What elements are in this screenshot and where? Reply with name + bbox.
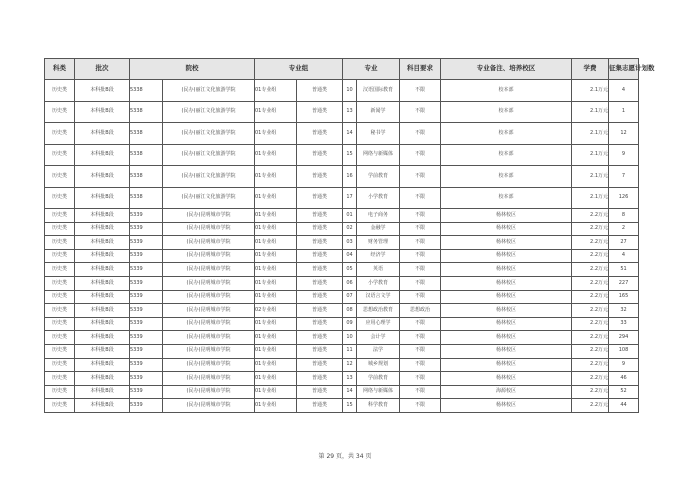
table-row — [45, 101, 639, 123]
cell-major-name: 学前教育 — [357, 372, 400, 386]
cell-tuition: 2.2万元 — [572, 385, 609, 399]
cell-subject-requirement: 不限 — [400, 276, 441, 290]
header-tuition: 学费 — [572, 59, 609, 80]
table-row — [45, 263, 639, 277]
cell-major-name: 新闻学 — [357, 101, 400, 123]
cell-major-code: 15 — [343, 144, 357, 166]
cell-institution-code: 5338 — [130, 101, 163, 123]
header-batch: 批次 — [75, 59, 130, 80]
table-row — [45, 80, 639, 102]
cell-major-name: 学前教育 — [357, 166, 400, 188]
cell-tuition: 2.2万元 — [572, 276, 609, 290]
header-row — [45, 59, 639, 80]
table-row — [45, 344, 639, 358]
cell-subject-requirement: 不限 — [400, 263, 441, 277]
cell-major-code: 17 — [343, 187, 357, 209]
table-body — [45, 80, 639, 413]
cell-batch: 本科批B段 — [75, 209, 130, 223]
cell-plan-count: 44 — [609, 399, 639, 413]
cell-subject-category: 历史类 — [45, 80, 75, 102]
cell-notes-campus: 杨林校区 — [441, 344, 572, 358]
cell-major-code: 13 — [343, 101, 357, 123]
cell-batch: 本科批B段 — [75, 123, 130, 145]
cell-institution-name: (民办)丽江文化旅游学院 — [163, 101, 255, 123]
cell-batch: 本科批B段 — [75, 331, 130, 345]
cell-enrollment-type: 普通类 — [297, 144, 343, 166]
cell-plan-count: 12 — [609, 123, 639, 145]
cell-institution-name: (民办)丽江文化旅游学院 — [163, 187, 255, 209]
cell-subject-requirement: 不限 — [400, 101, 441, 123]
cell-enrollment-type: 普通类 — [297, 187, 343, 209]
cell-subject-requirement: 不限 — [400, 372, 441, 386]
cell-major-code: 12 — [343, 358, 357, 372]
cell-enrollment-type: 普通类 — [297, 385, 343, 399]
header-major-group: 专业组 — [255, 59, 343, 80]
cell-institution-code: 5339 — [130, 344, 163, 358]
cell-institution-name: (民办)昆明城市学院 — [163, 276, 255, 290]
cell-batch: 本科批B段 — [75, 101, 130, 123]
cell-enrollment-type: 普通类 — [297, 80, 343, 102]
cell-institution-code: 5339 — [130, 304, 163, 318]
cell-plan-count: 27 — [609, 236, 639, 250]
cell-subject-requirement: 不限 — [400, 399, 441, 413]
cell-notes-campus: 杨林校区 — [441, 222, 572, 236]
cell-enrollment-type: 普通类 — [297, 304, 343, 318]
cell-subject-requirement: 不限 — [400, 331, 441, 345]
cell-major-group: 01专业组 — [255, 290, 297, 304]
cell-tuition: 2.2万元 — [572, 236, 609, 250]
cell-major-group: 01专业组 — [255, 276, 297, 290]
cell-batch: 本科批B段 — [75, 236, 130, 250]
cell-major-name: 英语 — [357, 263, 400, 277]
cell-notes-campus: 海源校区 — [441, 385, 572, 399]
cell-institution-code: 5339 — [130, 317, 163, 331]
table-row — [45, 372, 639, 386]
cell-subject-requirement: 不限 — [400, 123, 441, 145]
cell-major-group: 01专业组 — [255, 222, 297, 236]
cell-tuition: 2.2万元 — [572, 209, 609, 223]
cell-subject-requirement: 不限 — [400, 166, 441, 188]
table-row — [45, 317, 639, 331]
table-row — [45, 236, 639, 250]
cell-institution-code: 5339 — [130, 236, 163, 250]
cell-subject-category: 历史类 — [45, 385, 75, 399]
cell-enrollment-type: 普通类 — [297, 290, 343, 304]
cell-subject-category: 历史类 — [45, 372, 75, 386]
cell-subject-requirement: 不限 — [400, 317, 441, 331]
cell-batch: 本科批B段 — [75, 385, 130, 399]
cell-subject-requirement: 不限 — [400, 385, 441, 399]
cell-major-name: 汉语国际教育 — [357, 80, 400, 102]
cell-notes-campus: 校本部 — [441, 101, 572, 123]
cell-institution-name: (民办)昆明城市学院 — [163, 399, 255, 413]
cell-subject-category: 历史类 — [45, 236, 75, 250]
cell-batch: 本科批B段 — [75, 263, 130, 277]
cell-notes-campus: 杨林校区 — [441, 249, 572, 263]
cell-plan-count: 4 — [609, 80, 639, 102]
cell-plan-count: 227 — [609, 276, 639, 290]
cell-major-code: 04 — [343, 249, 357, 263]
cell-batch: 本科批B段 — [75, 80, 130, 102]
table-row — [45, 209, 639, 223]
cell-tuition: 2.2万元 — [572, 358, 609, 372]
cell-notes-campus: 校本部 — [441, 144, 572, 166]
page-footer: 第 29 页，共 34 页 — [318, 453, 372, 460]
cell-subject-category: 历史类 — [45, 344, 75, 358]
cell-major-name: 财务管理 — [357, 236, 400, 250]
cell-major-group: 01专业组 — [255, 80, 297, 102]
table-row — [45, 144, 639, 166]
cell-tuition: 2.1万元 — [572, 123, 609, 145]
cell-tuition: 2.2万元 — [572, 222, 609, 236]
cell-institution-code: 5339 — [130, 209, 163, 223]
cell-subject-category: 历史类 — [45, 249, 75, 263]
cell-institution-code: 5339 — [130, 331, 163, 345]
cell-major-name: 小学教育 — [357, 187, 400, 209]
cell-major-group: 01专业组 — [255, 249, 297, 263]
cell-major-code: 10 — [343, 80, 357, 102]
cell-major-name: 应用心理学 — [357, 317, 400, 331]
cell-tuition: 2.2万元 — [572, 331, 609, 345]
cell-tuition: 2.2万元 — [572, 249, 609, 263]
cell-notes-campus: 校本部 — [441, 187, 572, 209]
cell-plan-count: 46 — [609, 372, 639, 386]
cell-major-group: 01专业组 — [255, 317, 297, 331]
cell-enrollment-type: 普通类 — [297, 372, 343, 386]
cell-subject-requirement: 不限 — [400, 236, 441, 250]
cell-batch: 本科批B段 — [75, 144, 130, 166]
cell-enrollment-type: 普通类 — [297, 317, 343, 331]
cell-institution-code: 5339 — [130, 358, 163, 372]
cell-institution-code: 5339 — [130, 399, 163, 413]
cell-plan-count: 9 — [609, 144, 639, 166]
cell-batch: 本科批B段 — [75, 166, 130, 188]
cell-major-code: 16 — [343, 166, 357, 188]
cell-batch: 本科批B段 — [75, 276, 130, 290]
cell-tuition: 2.1万元 — [572, 80, 609, 102]
cell-enrollment-type: 普通类 — [297, 123, 343, 145]
cell-major-group: 01专业组 — [255, 101, 297, 123]
cell-subject-category: 历史类 — [45, 101, 75, 123]
cell-major-group: 01专业组 — [255, 263, 297, 277]
cell-major-group: 01专业组 — [255, 187, 297, 209]
cell-subject-category: 历史类 — [45, 290, 75, 304]
cell-institution-code: 5339 — [130, 276, 163, 290]
cell-enrollment-type: 普通类 — [297, 222, 343, 236]
cell-major-code: 11 — [343, 344, 357, 358]
cell-institution-code: 5338 — [130, 80, 163, 102]
cell-subject-category: 历史类 — [45, 358, 75, 372]
cell-institution-name: (民办)昆明城市学院 — [163, 372, 255, 386]
cell-major-code: 14 — [343, 385, 357, 399]
cell-institution-code: 5339 — [130, 249, 163, 263]
cell-plan-count: 108 — [609, 344, 639, 358]
cell-subject-category: 历史类 — [45, 123, 75, 145]
cell-major-name: 小学教育 — [357, 276, 400, 290]
table-row — [45, 249, 639, 263]
cell-institution-name: (民办)昆明城市学院 — [163, 331, 255, 345]
cell-batch: 本科批B段 — [75, 304, 130, 318]
cell-tuition: 2.2万元 — [572, 317, 609, 331]
table-row — [45, 123, 639, 145]
cell-enrollment-type: 普通类 — [297, 209, 343, 223]
cell-major-code: 01 — [343, 209, 357, 223]
cell-major-group: 01专业组 — [255, 344, 297, 358]
cell-notes-campus: 杨林校区 — [441, 209, 572, 223]
cell-subject-category: 历史类 — [45, 222, 75, 236]
cell-major-group: 01专业组 — [255, 123, 297, 145]
cell-subject-category: 历史类 — [45, 144, 75, 166]
cell-subject-requirement: 不限 — [400, 290, 441, 304]
cell-subject-requirement: 不限 — [400, 187, 441, 209]
cell-batch: 本科批B段 — [75, 372, 130, 386]
cell-subject-requirement: 不限 — [400, 80, 441, 102]
cell-subject-category: 历史类 — [45, 263, 75, 277]
cell-major-code: 14 — [343, 123, 357, 145]
cell-plan-count: 9 — [609, 358, 639, 372]
cell-major-name: 科学教育 — [357, 399, 400, 413]
cell-major-group: 01专业组 — [255, 372, 297, 386]
cell-plan-count: 7 — [609, 166, 639, 188]
cell-major-code: 07 — [343, 290, 357, 304]
cell-batch: 本科批B段 — [75, 358, 130, 372]
cell-tuition: 2.1万元 — [572, 144, 609, 166]
cell-plan-count: 294 — [609, 331, 639, 345]
cell-institution-code: 5338 — [130, 166, 163, 188]
cell-enrollment-type: 普通类 — [297, 276, 343, 290]
header-notes-campus: 专业备注、培养校区 — [441, 59, 572, 80]
cell-subject-requirement: 思想政治 — [400, 304, 441, 318]
cell-tuition: 2.2万元 — [572, 372, 609, 386]
cell-institution-name: (民办)昆明城市学院 — [163, 304, 255, 318]
cell-major-name: 网络与新媒体 — [357, 385, 400, 399]
cell-subject-category: 历史类 — [45, 187, 75, 209]
cell-major-group: 02专业组 — [255, 304, 297, 318]
cell-major-name: 电子商务 — [357, 209, 400, 223]
cell-subject-requirement: 不限 — [400, 344, 441, 358]
cell-enrollment-type: 普通类 — [297, 358, 343, 372]
header-major: 专业 — [343, 59, 400, 80]
cell-plan-count: 52 — [609, 385, 639, 399]
cell-notes-campus: 杨林校区 — [441, 276, 572, 290]
table-row — [45, 399, 639, 413]
cell-subject-requirement: 不限 — [400, 358, 441, 372]
cell-subject-category: 历史类 — [45, 276, 75, 290]
cell-major-name: 汉语言文学 — [357, 290, 400, 304]
cell-enrollment-type: 普通类 — [297, 331, 343, 345]
cell-tuition: 2.1万元 — [572, 187, 609, 209]
cell-batch: 本科批B段 — [75, 317, 130, 331]
cell-institution-code: 5338 — [130, 144, 163, 166]
cell-batch: 本科批B段 — [75, 222, 130, 236]
cell-institution-name: (民办)昆明城市学院 — [163, 385, 255, 399]
cell-tuition: 2.2万元 — [572, 399, 609, 413]
cell-subject-category: 历史类 — [45, 166, 75, 188]
cell-major-name: 会计学 — [357, 331, 400, 345]
cell-institution-name: (民办)丽江文化旅游学院 — [163, 123, 255, 145]
cell-subject-category: 历史类 — [45, 304, 75, 318]
cell-subject-requirement: 不限 — [400, 209, 441, 223]
cell-major-group: 01专业组 — [255, 209, 297, 223]
cell-institution-name: (民办)丽江文化旅游学院 — [163, 80, 255, 102]
cell-batch: 本科批B段 — [75, 290, 130, 304]
cell-institution-name: (民办)昆明城市学院 — [163, 222, 255, 236]
cell-plan-count: 32 — [609, 304, 639, 318]
cell-institution-name: (民办)昆明城市学院 — [163, 317, 255, 331]
table-row — [45, 385, 639, 399]
cell-notes-campus: 杨林校区 — [441, 236, 572, 250]
cell-subject-requirement: 不限 — [400, 249, 441, 263]
cell-institution-code: 5339 — [130, 290, 163, 304]
cell-major-code: 02 — [343, 222, 357, 236]
table-row — [45, 166, 639, 188]
cell-tuition: 2.2万元 — [572, 263, 609, 277]
table-row — [45, 222, 639, 236]
cell-major-group: 01专业组 — [255, 166, 297, 188]
cell-major-name: 经济学 — [357, 249, 400, 263]
cell-major-code: 09 — [343, 317, 357, 331]
cell-batch: 本科批B段 — [75, 399, 130, 413]
cell-plan-count: 4 — [609, 249, 639, 263]
cell-major-group: 01专业组 — [255, 358, 297, 372]
cell-plan-count: 165 — [609, 290, 639, 304]
cell-institution-name: (民办)昆明城市学院 — [163, 249, 255, 263]
cell-major-code: 13 — [343, 372, 357, 386]
cell-plan-count: 1 — [609, 101, 639, 123]
cell-institution-name: (民办)丽江文化旅游学院 — [163, 166, 255, 188]
cell-major-name: 金融学 — [357, 222, 400, 236]
cell-institution-name: (民办)昆明城市学院 — [163, 263, 255, 277]
cell-institution-code: 5338 — [130, 123, 163, 145]
cell-subject-category: 历史类 — [45, 331, 75, 345]
cell-tuition: 2.2万元 — [572, 344, 609, 358]
table-row — [45, 331, 639, 345]
table-row — [45, 187, 639, 209]
cell-enrollment-type: 普通类 — [297, 101, 343, 123]
cell-institution-code: 5339 — [130, 372, 163, 386]
cell-notes-campus: 杨林校区 — [441, 304, 572, 318]
cell-institution-name: (民办)昆明城市学院 — [163, 358, 255, 372]
cell-batch: 本科批B段 — [75, 249, 130, 263]
header-institution: 院校 — [130, 59, 255, 80]
cell-major-group: 01专业组 — [255, 144, 297, 166]
cell-institution-code: 5339 — [130, 385, 163, 399]
cell-institution-name: (民办)昆明城市学院 — [163, 290, 255, 304]
cell-major-group: 01专业组 — [255, 236, 297, 250]
cell-institution-name: (民办)昆明城市学院 — [163, 209, 255, 223]
cell-plan-count: 8 — [609, 209, 639, 223]
cell-notes-campus: 校本部 — [441, 80, 572, 102]
cell-subject-category: 历史类 — [45, 209, 75, 223]
cell-major-code: 08 — [343, 304, 357, 318]
cell-enrollment-type: 普通类 — [297, 399, 343, 413]
cell-major-name: 思想政治教育 — [357, 304, 400, 318]
cell-institution-name: (民办)昆明城市学院 — [163, 344, 255, 358]
cell-major-code: 15 — [343, 399, 357, 413]
header-subject-requirement: 科目要求 — [400, 59, 441, 80]
cell-plan-count: 126 — [609, 187, 639, 209]
cell-notes-campus: 杨林校区 — [441, 317, 572, 331]
cell-subject-category: 历史类 — [45, 399, 75, 413]
cell-plan-count: 33 — [609, 317, 639, 331]
cell-major-name: 法学 — [357, 344, 400, 358]
cell-tuition: 2.1万元 — [572, 101, 609, 123]
cell-batch: 本科批B段 — [75, 344, 130, 358]
cell-major-name: 城乡规划 — [357, 358, 400, 372]
cell-institution-name: (民办)昆明城市学院 — [163, 236, 255, 250]
cell-major-name: 秘书学 — [357, 123, 400, 145]
admission-table — [44, 58, 655, 413]
cell-major-group: 01专业组 — [255, 399, 297, 413]
cell-major-name: 网络与新媒体 — [357, 144, 400, 166]
cell-institution-code: 5338 — [130, 187, 163, 209]
header-subject-category: 科类 — [45, 59, 75, 80]
cell-notes-campus: 杨林校区 — [441, 358, 572, 372]
cell-batch: 本科批B段 — [75, 187, 130, 209]
cell-major-code: 10 — [343, 331, 357, 345]
cell-subject-requirement: 不限 — [400, 222, 441, 236]
cell-institution-code: 5339 — [130, 263, 163, 277]
cell-tuition: 2.1万元 — [572, 166, 609, 188]
cell-enrollment-type: 普通类 — [297, 249, 343, 263]
table-row — [45, 304, 639, 318]
cell-plan-count: 51 — [609, 263, 639, 277]
cell-plan-count: 2 — [609, 222, 639, 236]
cell-notes-campus: 校本部 — [441, 166, 572, 188]
cell-notes-campus: 杨林校区 — [441, 290, 572, 304]
cell-notes-campus: 杨林校区 — [441, 263, 572, 277]
cell-notes-campus: 校本部 — [441, 123, 572, 145]
cell-major-group: 01专业组 — [255, 331, 297, 345]
cell-major-group: 01专业组 — [255, 385, 297, 399]
cell-tuition: 2.2万元 — [572, 304, 609, 318]
cell-tuition: 2.2万元 — [572, 290, 609, 304]
cell-subject-requirement: 不限 — [400, 144, 441, 166]
table-row — [45, 290, 639, 304]
cell-institution-code: 5339 — [130, 222, 163, 236]
cell-major-code: 03 — [343, 236, 357, 250]
cell-enrollment-type: 普通类 — [297, 344, 343, 358]
table-row — [45, 358, 639, 372]
cell-notes-campus: 杨林校区 — [441, 372, 572, 386]
cell-major-code: 06 — [343, 276, 357, 290]
cell-enrollment-type: 普通类 — [297, 166, 343, 188]
cell-notes-campus: 杨林校区 — [441, 399, 572, 413]
cell-notes-campus: 杨林校区 — [441, 331, 572, 345]
cell-enrollment-type: 普通类 — [297, 236, 343, 250]
header-plan-count: 征集志愿计划数 — [609, 59, 639, 80]
cell-subject-category: 历史类 — [45, 317, 75, 331]
table-row — [45, 276, 639, 290]
cell-enrollment-type: 普通类 — [297, 263, 343, 277]
cell-major-code: 05 — [343, 263, 357, 277]
cell-institution-name: (民办)丽江文化旅游学院 — [163, 144, 255, 166]
